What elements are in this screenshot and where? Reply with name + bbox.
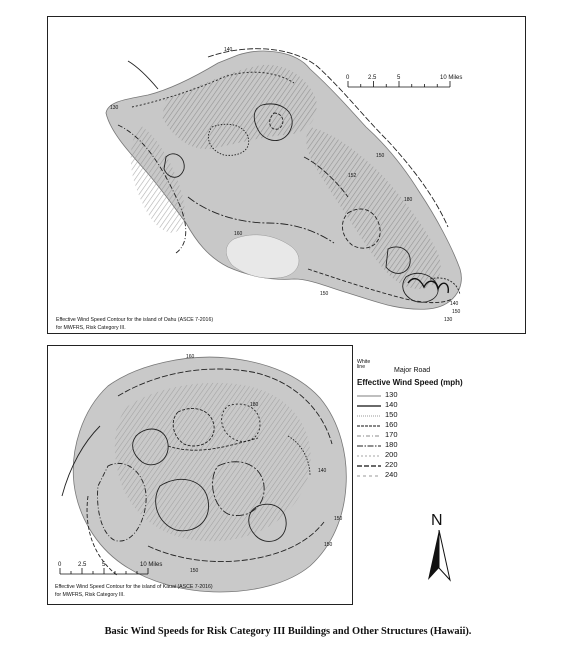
kauai-contour-label: 180 <box>250 402 259 408</box>
legend-entry <box>357 410 417 420</box>
legend-entry-label: 240 <box>385 470 398 479</box>
oahu-scale-label: 2.5 <box>368 75 377 81</box>
kauai-map-graphic <box>48 346 352 604</box>
legend-major-road-label: Major Road <box>394 367 431 374</box>
kauai-scale-label: 2.5 <box>78 562 87 568</box>
kauai-scale-label: 0 <box>58 562 62 568</box>
legend-entry <box>357 450 417 460</box>
kauai-contour-label: 150 <box>324 542 333 548</box>
figure-title: Basic Wind Speeds for Risk Category III Buildings and Other Structures (Hawaii). <box>104 626 472 637</box>
legend-entry <box>357 470 417 480</box>
legend-entry-label: 180 <box>385 440 398 449</box>
kauai-contour-label: 150 <box>190 568 199 574</box>
oahu-contour-label: 150 <box>320 291 329 297</box>
oahu-contour-label: 152 <box>348 173 357 179</box>
kauai-map-panel <box>47 345 353 605</box>
kauai-caption-line2: for MWFRS, Risk Category III. <box>55 591 125 598</box>
legend-entry-label: 160 <box>385 420 398 429</box>
north-arrow-icon <box>426 530 452 582</box>
oahu-map-panel <box>47 16 526 334</box>
oahu-caption-line2: for MWFRS, Risk Category III. <box>56 324 126 331</box>
oahu-scale-label: 5 <box>397 75 401 81</box>
oahu-scale-bar <box>348 81 450 87</box>
legend-line-swatch <box>357 424 381 428</box>
legend-entry <box>357 460 417 470</box>
legend-entry-label: 170 <box>385 430 398 439</box>
oahu-scale-label: 0 <box>346 75 350 81</box>
oahu-contour-label: 140 <box>224 47 233 53</box>
kauai-caption-line1: Effective Wind Speed Contour for the island of Kauai (ASCE 7-2016) <box>55 584 213 590</box>
legend-entry <box>357 420 417 430</box>
legend-entry-label: 150 <box>385 410 398 419</box>
legend-white-line-label: White line <box>357 359 371 371</box>
legend-line-swatch <box>357 464 381 468</box>
oahu-contour-label: 130 <box>110 105 119 111</box>
legend-entry <box>357 430 417 440</box>
oahu-contour-label: 150 <box>376 153 385 159</box>
kauai-scale-label: 10 Miles <box>140 562 163 568</box>
legend-line-swatch <box>357 414 381 418</box>
legend-entry <box>357 440 417 450</box>
legend-line-swatch <box>357 434 381 438</box>
kauai-contour-label: 150 <box>334 516 343 522</box>
legend-entry-label: 200 <box>385 450 398 459</box>
legend-entry-label: 220 <box>385 460 398 469</box>
legend-entry-label: 130 <box>385 390 398 399</box>
kauai-scale-label: 5 <box>102 562 106 568</box>
oahu-scale-label: 10 Miles <box>440 75 463 81</box>
oahu-map-caption <box>56 317 213 332</box>
oahu-contour-label: 150 <box>452 309 461 315</box>
oahu-map-graphic <box>48 17 525 333</box>
legend-line-swatch <box>357 394 381 398</box>
legend-line-swatch <box>357 454 381 458</box>
oahu-contour-label: 140 <box>450 301 459 307</box>
legend-line-swatch <box>357 444 381 448</box>
legend-entry <box>357 390 417 400</box>
north-letter: N <box>431 512 443 529</box>
kauai-contour-label: 160 <box>186 354 195 360</box>
legend-line-swatch <box>357 404 381 408</box>
kauai-contour-label: 140 <box>318 468 327 474</box>
legend-title: Effective Wind Speed (mph) <box>357 378 463 387</box>
legend-line-swatch <box>357 474 381 478</box>
kauai-map-caption <box>55 584 213 599</box>
oahu-contour-label: 180 <box>404 197 413 203</box>
oahu-caption-line1: Effective Wind Speed Contour for the island of Oahu (ASCE 7-2016) <box>56 317 214 323</box>
oahu-contour-label: 130 <box>444 317 453 323</box>
legend-entry-label: 140 <box>385 400 398 409</box>
oahu-contour-label: 160 <box>234 231 243 237</box>
north-arrow <box>426 512 452 582</box>
legend-entry <box>357 400 417 410</box>
